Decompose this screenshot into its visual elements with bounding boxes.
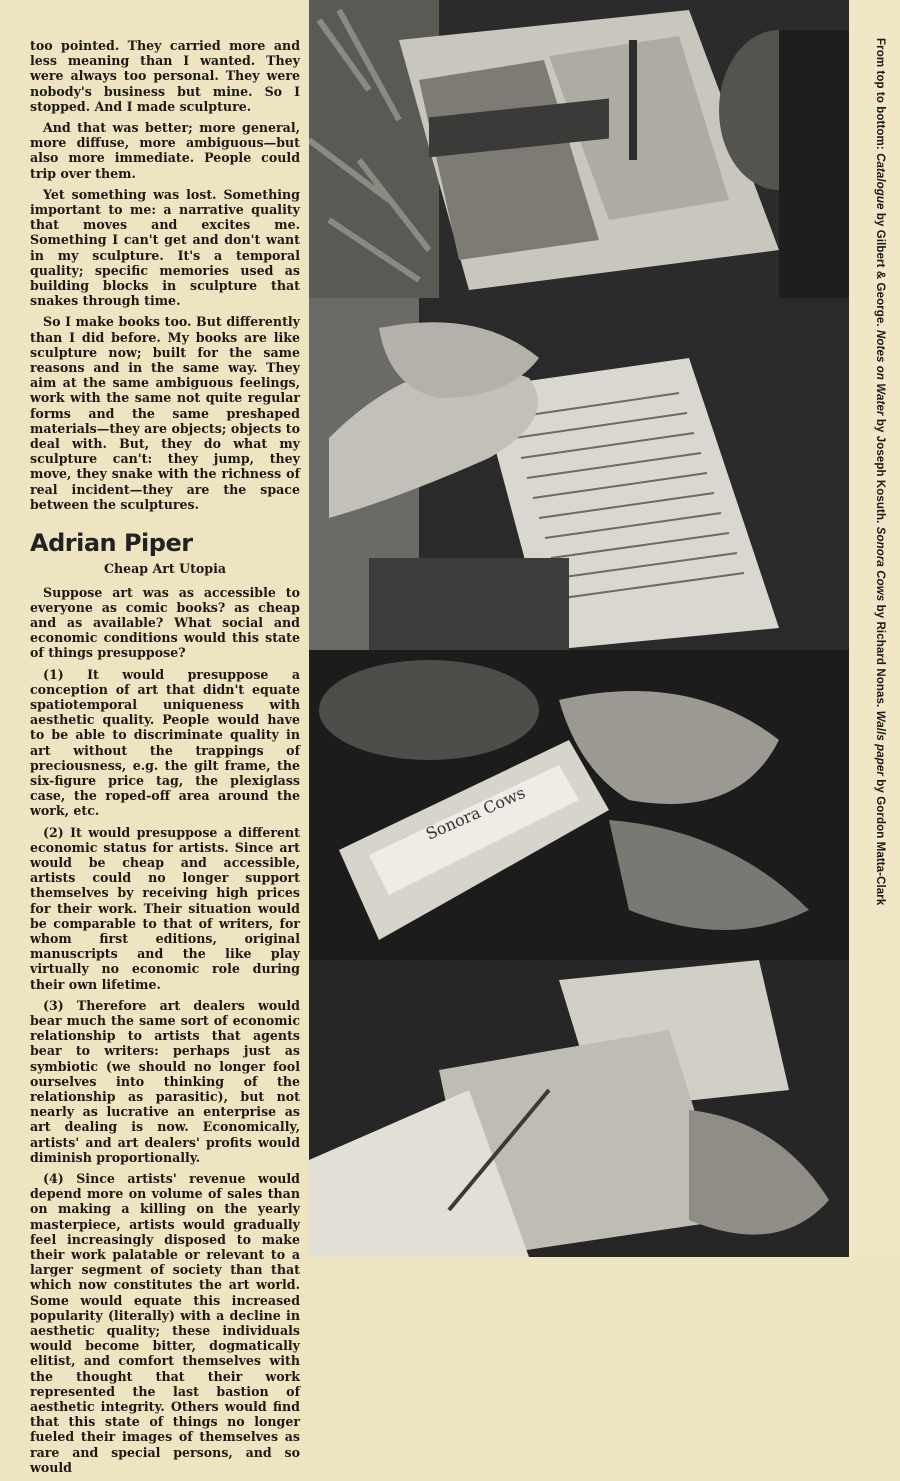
caption-by-3: by Richard Nonas. — [874, 601, 886, 711]
artist-heading: Adrian Piper — [30, 529, 193, 558]
caption-by-2: by Joseph Kosuth. — [874, 415, 886, 527]
article-text-column — [30, 38, 300, 1481]
photo-sonora-cows — [309, 650, 849, 960]
caption-by-1: by Gilbert & George. — [874, 209, 886, 330]
svg-text:Sonora Cows: Sonora Cows — [422, 782, 529, 844]
section-paragraph-1: Suppose art was as accessible to everyone as comic books? as cheap and as available? What social and economic conditions would this state of things presuppose? — [30, 584, 300, 661]
essay-paragraph-2: And that was better; more general, more diffuse, more ambiguous—but also more immediate. People could trip over them. — [30, 120, 300, 181]
caption-work-4: Walls paper — [874, 710, 886, 777]
photo-notes-on-water — [309, 298, 849, 650]
photo-catalogue — [309, 0, 849, 298]
section-paragraph-2: (1) It would presuppose a conception of art that didn't equate spatiotemporal uniqueness with aesthetic quality. People would have to be able to discriminate quality in art without the trappings of preciousness, e.g. the gilt frame, the six-figure price tag, the plexiglass case, the roped-off area around the work, etc. — [30, 666, 300, 819]
photo-walls-paper — [309, 960, 849, 1257]
caption-work-1: Catalogue — [874, 153, 886, 210]
photo-caption — [874, 38, 886, 905]
caption-work-2: Notes on Water — [874, 329, 886, 416]
caption-by-4: by Gordon Matta-Clark — [874, 776, 886, 906]
section-paragraph-3: (2) It would presuppose a different economic status for artists. Since art would be cheap and accessible, artists could no longer support themselves by receiving high prices for their work. Their situation would be comparable to that of writers, for whom first editions, original manuscripts and the like play virtually no economic role during their own lifetime. — [30, 824, 300, 992]
photo-column — [309, 0, 849, 1257]
essay-paragraph-1: too pointed. They carried more and less meaning than I wanted. They were always too personal. They were nobody's business but mine. So I stopped. And I made sculpture. — [30, 38, 300, 114]
essay-paragraph-3: Yet something was lost. Something important to me: a narrative quality that moves and excites me. Something I can't get and don't want in my sculpture. It's a temporal quality; specific memories used as building blocks in sculpture that snakes through time. — [30, 186, 300, 309]
caption-prefix: From top to bottom: — [874, 38, 886, 154]
section-paragraph-4: (3) Therefore art dealers would bear much the same sort of economic relationship to artists that agents bear to writers: perhaps just as symbiotic (we should no longer fool ourselves into thinking of the relationship as parasitic), but not nearly as lucrative an enterprise as art dealing is now. Economically, artists' and art dealers' profits would diminish proportionally. — [30, 997, 300, 1165]
essay-paragraph-4: So I make books too. But differently than I did before. My books are like sculpture now; built for the same reasons and in the same way. They aim at the same ambiguous feelings, work with the same not quite regular forms and the same preshaped materials—they are objects; objects to deal with. But, they do what my sculpture can't: they jump, they move, they snake with the richness of real incident—they are the space between the sculptures. — [30, 314, 300, 512]
section-subtitle: Cheap Art Utopia — [103, 561, 227, 577]
caption-work-3: Sonora Cows — [874, 526, 886, 602]
section-paragraph-5: (4) Since artists' revenue would depend more on volume of sales than on making a killing on the yearly masterpiece, artists would gradually feel increasingly disposed to make their work palatable or relevant to a larger segment of society than that which now constitutes the art world. Some would equate this increased popularity (literally) with a decline in aesthetic quality; these individuals would become bitter, dogmatically elitist, and comfort themselves with the thought that their work represented the last bastion of aesthetic integrity. Others would find that this state of things no longer fueled their images of themselves as rare and special persons, and so would — [30, 1171, 300, 1475]
